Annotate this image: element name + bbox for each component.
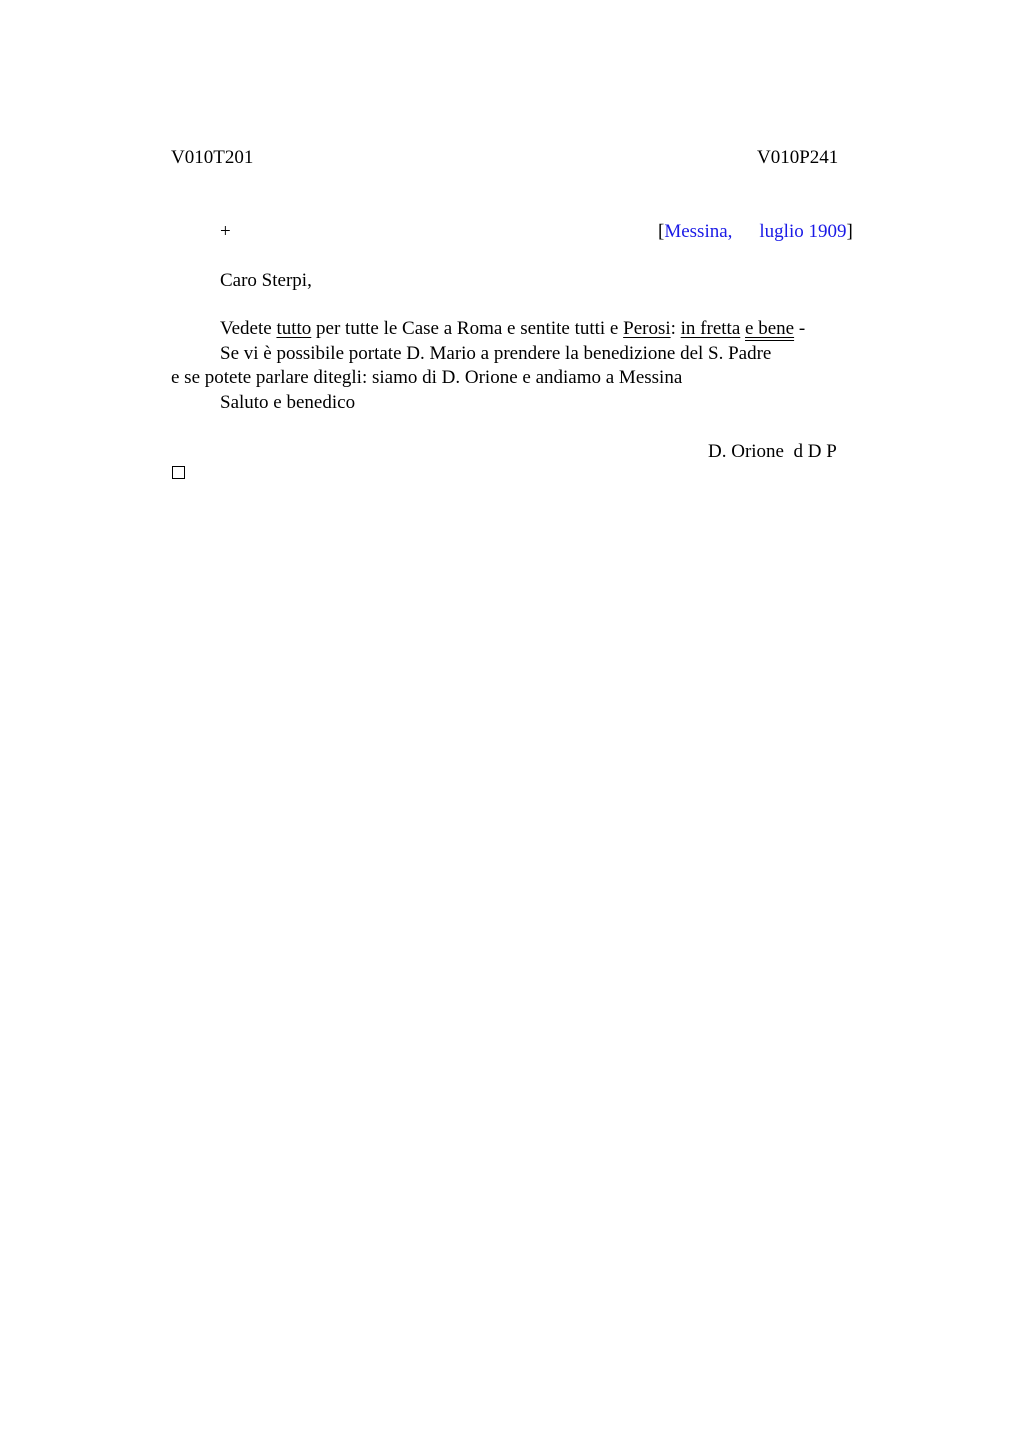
underlined-in-fretta: in fretta xyxy=(680,318,741,339)
end-square-icon xyxy=(172,466,185,479)
document-code-left: V010T201 xyxy=(171,147,254,168)
date-month-year: luglio 1909 xyxy=(759,221,847,242)
letter-line-3: e se potete parlare ditegli: siamo di D. Orione e andiamo a Messina xyxy=(171,367,683,388)
cross-symbol: + xyxy=(220,221,231,242)
date-open-bracket: [ xyxy=(658,221,665,242)
letter-line-1 xyxy=(220,318,805,340)
line1-text-e: - xyxy=(794,318,806,339)
letter-signature: D. Orione d D P xyxy=(708,441,837,462)
line1-text-b: per tutte le Case a Roma e sentite tutti e xyxy=(311,318,624,339)
document-code-right: V010P241 xyxy=(757,147,839,168)
letter-date xyxy=(658,221,853,243)
letter-greeting: Caro Sterpi, xyxy=(220,270,312,291)
letter-line-2: Se vi è possibile portate D. Mario a prendere la benedizione del S. Padre xyxy=(220,343,772,364)
date-close-bracket: ] xyxy=(846,221,853,242)
line1-text-a: Vedete xyxy=(220,318,277,339)
underlined-tutto: tutto xyxy=(276,318,312,339)
date-place: Messina, xyxy=(664,221,733,242)
underlined-perosi: Perosi xyxy=(623,318,671,339)
double-underlined-e-bene: e bene xyxy=(745,318,795,339)
line1-text-c: : xyxy=(670,318,681,339)
letter-line-4: Saluto e benedico xyxy=(220,392,356,413)
